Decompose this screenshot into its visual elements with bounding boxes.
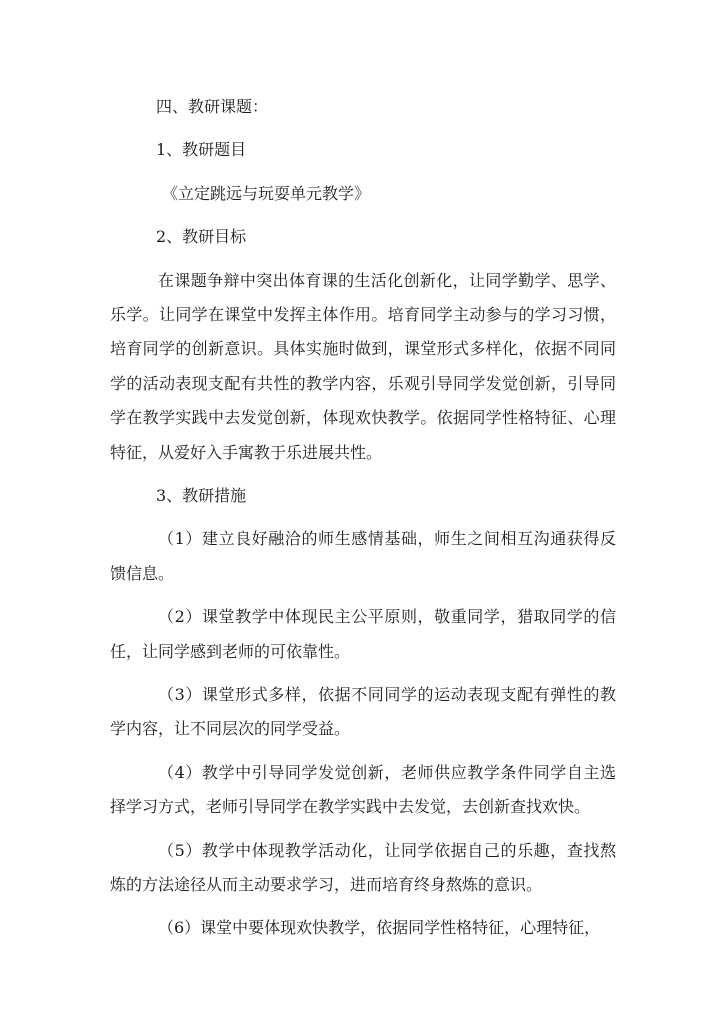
goals-paragraph: 在课题争辩中突出体育课的生活化创新化，让同学勤学、思学、乐学。让同学在课堂中发挥主体作用。培育同学主动参与的学习习惯，培育同学的创新意识。具体实施时做到，课堂形式多样化，依据不同同学的活动表现支配有共性的教学内容，乐观引导同学发觉创新，引导同学在教学实践中去发觉创新，体现欢快教学。依据同学性格特征、心理特征，从爱好入手寓教于乐进展共性。 — [110, 270, 616, 462]
subheading-goals: 2、教研目标 — [156, 227, 247, 247]
measure-item-6: （6）课堂中要体现欢快教学，依据同学性格特征，心理特征， — [158, 918, 601, 938]
measure-item-5: （5）教学中体现教学活动化，让同学依据自己的乐趣，查找熬炼的方法途径从而主动要求学习，进而培育终身熬炼的意识。 — [110, 840, 616, 895]
document-content — [110, 90, 616, 955]
subheading-measures: 3、教研措施 — [156, 486, 247, 505]
measure-item-1: （1）建立良好融洽的师生感情基础，师生之间相互沟通获得反馈信息。 — [110, 529, 616, 583]
section-heading: 四、教研课题： — [156, 97, 269, 116]
subheading-topic: 1、教研题目 — [156, 140, 247, 160]
measure-item-2: （2）课堂教学中体现民主公平原则，敬重同学，猎取同学的信任，让同学感到老师的可依靠性。 — [110, 607, 616, 661]
research-title: 《立定跳远与玩耍单元教学》 — [162, 183, 371, 203]
measure-item-4: （4）教学中引导同学发觉创新，老师供应教学条件同学自主选择学习方式，老师引导同学在教学实践中去发觉，去创新查找欢快。 — [110, 762, 616, 817]
measure-item-3: （3）课堂形式多样，依据不同同学的运动表现支配有弹性的教学内容，让不同层次的同学受益。 — [110, 685, 616, 739]
